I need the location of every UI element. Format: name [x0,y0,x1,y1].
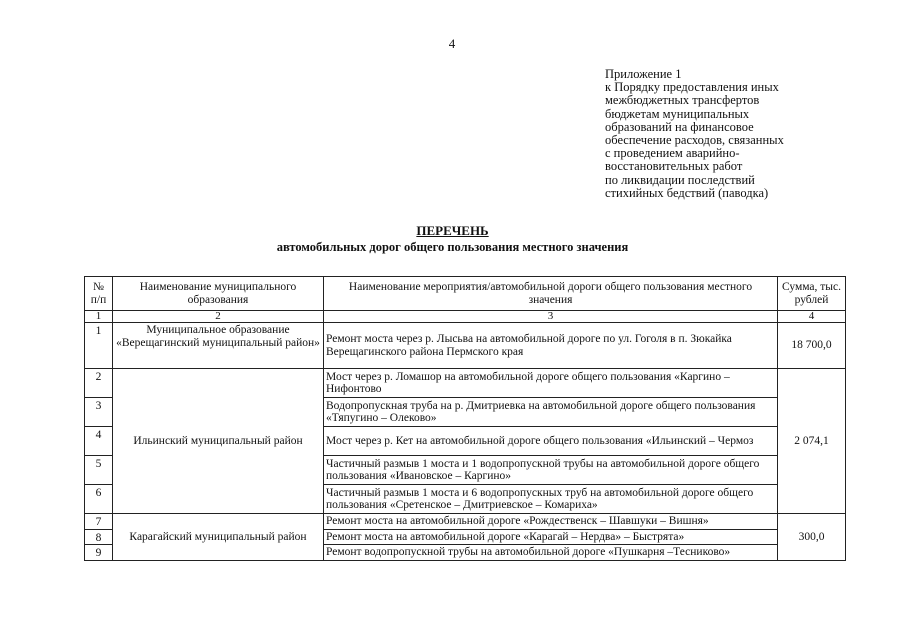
row-number: 4 [85,427,113,456]
item-cell: Водопропускная труба на р. Дмитриевка на автомобильной дороге общего пользования «Тяпугино – Олеково» [324,398,778,427]
row-number: 6 [85,485,113,514]
appendix-line: Приложение 1 [605,67,682,81]
item-cell: Ремонт моста на автомобильной дороге «Рождественск – Шавшуки – Вишня» [324,514,778,530]
item-cell: Ремонт водопропускной трубы на автомобильной дороге «Пушкарня –Тесниково» [324,545,778,561]
roads-table [84,276,846,561]
table-row [85,514,846,530]
sum-cell: 2 074,1 [778,369,846,514]
sum-cell: 300,0 [778,514,846,561]
document-title: ПЕРЕЧЕНЬ [416,223,489,238]
appendix-line: к Порядку предоставления иных [605,80,779,95]
document-subtitle: автомобильных дорог общего пользования местного значения [276,240,629,254]
appendix-line: стихийных бедствий (паводка) [605,185,769,200]
table-row [85,323,846,369]
appendix-line: образований на финансовое [605,119,754,134]
row-number: 5 [85,456,113,485]
appendix-line: межбюджетных трансфертов [605,93,760,108]
column-numbers-row [85,311,846,323]
header-municipality: Наименование муниципального образования [113,277,324,311]
row-number: 3 [85,398,113,427]
item-cell: Ремонт моста через р. Лысьва на автомобильной дороге по ул. Гоголя в п. Зюкайка Верещагинского района Пермского края [324,323,778,369]
table-row [85,369,846,398]
row-number: 8 [85,529,113,545]
row-number: 2 [85,369,113,398]
row-number: 9 [85,545,113,561]
appendix-line: бюджетам муниципальных [605,106,750,121]
column-number: 3 [324,311,778,323]
municipality-cell: Карагайский муниципальный район [113,514,324,561]
appendix-line: по ликвидации последствий [605,172,755,187]
appendix-line: с проведением аварийно- [605,146,740,161]
column-number: 4 [778,311,846,323]
row-number: 1 [85,323,113,369]
item-cell: Частичный размыв 1 моста и 1 водопропускной трубы на автомобильной дороге общего пользования «Ивановское – Каргино» [324,456,778,485]
sum-cell: 18 700,0 [778,323,846,369]
appendix-line: обеспечение расходов, связанных [605,133,784,148]
item-cell: Мост через р. Кет на автомобильной дороге общего пользования «Ильинский – Чермоз [324,427,778,456]
item-cell: Мост через р. Ломашор на автомобильной дороге общего пользования «Каргино – Нифонтово [324,369,778,398]
appendix-note [605,68,885,200]
row-number: 7 [85,514,113,530]
table-header-row [85,277,846,311]
column-number: 1 [85,311,113,323]
page-number: 4 [448,36,456,51]
header-item: Наименование мероприятия/автомобильной дороги общего пользования местного значения [324,277,778,311]
header-number: № п/п [85,277,113,311]
column-number: 2 [113,311,324,323]
item-cell: Частичный размыв 1 моста и 6 водопропускных труб на автомобильной дороге общего пользования «Сретенское – Дмитриевское – Комариха» [324,485,778,514]
appendix-line: восстановительных работ [605,159,743,174]
item-cell: Ремонт моста на автомобильной дороге «Карагай – Нердва» – Быстрята» [324,529,778,545]
municipality-cell: Ильинский муниципальный район [113,369,324,514]
header-sum: Сумма, тыс. рублей [778,277,846,311]
municipality-cell: Муниципальное образование «Верещагинский муниципальный район» [113,323,324,369]
